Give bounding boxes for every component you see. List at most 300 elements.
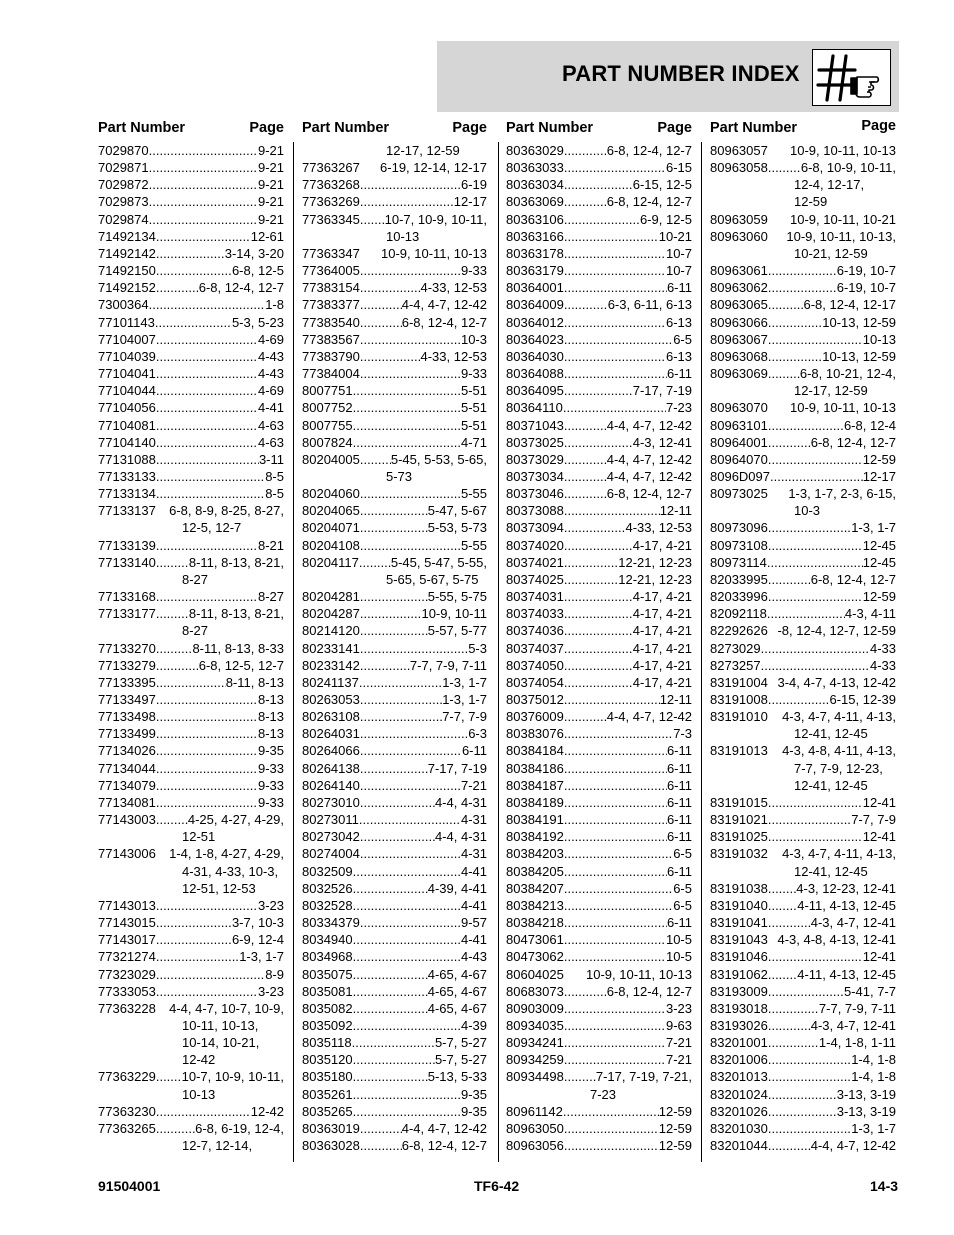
index-entry <box>710 657 896 674</box>
part-number: 8007755 <box>302 417 353 433</box>
index-entry <box>506 245 692 262</box>
page-reference: 9-21 <box>257 211 284 227</box>
index-entry <box>302 777 487 794</box>
index-entry-page-continuation: 12-17, 12-59 <box>386 143 460 158</box>
page-reference-continuation: 10-13 <box>182 1086 216 1102</box>
page-reference: 4-65, 4-67 <box>427 1000 487 1016</box>
page-reference: 12-59 <box>862 589 896 605</box>
part-number: 80364030 <box>506 348 564 364</box>
dot-leader <box>156 640 193 657</box>
index-entry <box>98 262 284 279</box>
index-entry <box>506 1120 692 1137</box>
dot-leader <box>564 605 633 622</box>
part-number: 80363029 <box>506 143 564 158</box>
part-number: 80363166 <box>506 228 564 244</box>
page-reference: 10-7 <box>665 245 692 261</box>
index-entry <box>98 228 284 245</box>
index-entry <box>98 794 284 811</box>
page-reference: 3-4, 4-7, 4-13, 12-42 <box>777 674 896 690</box>
page-reference: 5-47, 5-67 <box>427 503 487 519</box>
part-number: 77133498 <box>98 709 156 725</box>
index-entry <box>506 451 692 468</box>
dot-leader <box>353 931 461 948</box>
index-entry <box>302 931 487 948</box>
dot-leader <box>564 622 633 639</box>
page-reference: 5-3, 5-23 <box>231 314 284 330</box>
dot-leader <box>768 966 797 983</box>
part-number: 80363178 <box>506 245 564 261</box>
column-header-page: Page <box>861 118 896 134</box>
page-reference: 4-4, 4-7, 12-42 <box>401 297 487 313</box>
page-reference: 4-17, 4-21 <box>632 674 692 690</box>
page-reference: 8-27 <box>257 589 284 605</box>
page-reference: 10-9, 10-11, 10-13 <box>790 400 896 416</box>
page-reference: 12-17 <box>862 468 896 484</box>
page-reference: 4-69 <box>257 383 284 399</box>
page-reference: 3-7, 10-3 <box>231 915 284 931</box>
dot-leader <box>156 554 189 571</box>
part-number: 83201044 <box>710 1138 768 1154</box>
part-number: 77363230 <box>98 1103 156 1119</box>
index-entry <box>98 725 284 742</box>
dot-leader <box>564 760 667 777</box>
page-reference: 4-31 <box>460 812 487 828</box>
page-reference: 10-13, 12-59 <box>822 348 896 364</box>
page-reference-continuation: 12-51 <box>182 829 216 845</box>
part-number: 80364110 <box>506 400 563 416</box>
part-number: 77134044 <box>98 760 156 776</box>
dot-leader <box>564 794 667 811</box>
index-entry <box>302 537 487 554</box>
page-reference: 8-9 <box>265 966 284 982</box>
page-reference: 6-13 <box>665 348 692 364</box>
part-number: 8034968 <box>302 949 353 965</box>
index-entry <box>302 211 487 245</box>
page-reference: 6-8, 10-21, 12-4, <box>799 366 896 382</box>
dot-leader <box>768 794 863 811</box>
index-entry <box>506 777 692 794</box>
dot-leader <box>768 159 801 176</box>
page-reference: 6-19, 10-7 <box>836 263 896 279</box>
page-reference: 7-21 <box>665 1035 692 1051</box>
index-entry <box>710 571 896 588</box>
page-reference: 10-13 <box>862 331 896 347</box>
page-reference: 3-11 <box>258 451 284 467</box>
page-reference: 6-8, 12-4, 12-7 <box>810 571 896 587</box>
part-number: 80934035 <box>506 1017 564 1033</box>
index-entry <box>302 983 487 1000</box>
part-number: 77104140 <box>98 434 156 450</box>
index-entry <box>98 176 284 193</box>
dot-leader <box>564 588 633 605</box>
page-reference: 4-69 <box>257 331 284 347</box>
dot-leader <box>564 948 666 965</box>
dot-leader <box>360 742 462 759</box>
part-number: 80963101 <box>710 417 768 433</box>
dot-leader <box>359 674 442 691</box>
part-number: 80204071 <box>302 520 360 536</box>
index-entry <box>710 674 896 691</box>
dot-leader <box>360 777 461 794</box>
dot-leader <box>156 657 199 674</box>
part-number: 80683073 <box>506 983 564 999</box>
footer-model: TF6-42 <box>474 1178 520 1194</box>
part-number: 80364001 <box>506 280 564 296</box>
page-reference: 5-7, 5-27 <box>434 1035 487 1051</box>
part-number: 80973114 <box>710 554 767 570</box>
index-entry <box>506 314 692 331</box>
part-number: 7029870 <box>98 143 149 158</box>
part-number: 83191043 <box>710 932 768 948</box>
page-reference: 12-11 <box>659 692 692 707</box>
page-reference: 9-21 <box>257 177 284 193</box>
page-reference: 5-57, 5-77 <box>427 623 487 639</box>
part-number: 80363033 <box>506 160 564 176</box>
page-reference: 9-63 <box>665 1017 692 1033</box>
index-entry <box>302 640 487 657</box>
part-number: 80384207 <box>506 880 564 896</box>
dot-leader <box>156 1120 195 1137</box>
index-entry <box>710 331 896 348</box>
dot-leader <box>352 1034 435 1051</box>
part-number: 7029874 <box>98 211 149 227</box>
part-number: 77104039 <box>98 348 156 364</box>
page-reference: 4-4, 4-7, 12-42 <box>606 451 692 467</box>
part-number: 83193009 <box>710 983 768 999</box>
part-number: 77133140 <box>98 554 156 570</box>
part-number: 80204060 <box>302 486 360 502</box>
page-reference: 7-7, 7-9 <box>442 709 487 725</box>
part-number: 8035180 <box>302 1069 353 1085</box>
index-entry <box>710 485 896 519</box>
dot-leader <box>360 314 402 331</box>
dot-leader <box>359 554 391 571</box>
dot-leader <box>768 1051 851 1068</box>
dot-leader <box>768 1086 837 1103</box>
page-reference-continuation: 12-5, 12-7 <box>182 520 242 536</box>
dot-leader <box>156 708 258 725</box>
part-number: 80263108 <box>302 709 360 725</box>
dot-leader <box>768 262 837 279</box>
page-reference: 12-59 <box>658 1103 692 1119</box>
page-reference: 9-33 <box>460 263 487 279</box>
page-reference: 10-5 <box>665 932 692 948</box>
index-entry <box>98 760 284 777</box>
column-header-part-number: Part Number <box>506 120 594 136</box>
index-entry <box>98 777 284 794</box>
index-entry <box>506 571 692 588</box>
index-entry <box>302 296 487 313</box>
page-reference: 4-3, 4-8, 4-13, 12-41 <box>777 932 896 948</box>
page-reference: 1-3, 1-7 <box>851 520 896 536</box>
part-number: 80934259 <box>506 1052 564 1068</box>
part-number: 80384184 <box>506 743 564 759</box>
dot-leader <box>360 828 435 845</box>
part-number: 83191041 <box>710 915 768 931</box>
column-header-part-number: Part Number <box>98 120 186 136</box>
dot-leader <box>564 211 640 228</box>
dot-leader <box>564 159 666 176</box>
page-reference: 5-3 <box>468 640 487 656</box>
page-reference: 5-41, 7-7 <box>843 983 896 999</box>
page-reference: 6-5 <box>673 880 692 896</box>
page-reference: 6-19 <box>460 177 487 193</box>
index-entry <box>710 1086 896 1103</box>
dot-leader <box>156 966 265 983</box>
dot-leader <box>564 1051 666 1068</box>
index-entry <box>98 914 284 931</box>
dot-leader <box>564 468 607 485</box>
index-entry <box>506 948 692 965</box>
part-number: 83201030 <box>710 1120 768 1136</box>
page-reference: 6-11 <box>666 280 692 296</box>
page-reference: 5-55 <box>460 486 487 502</box>
page-reference: 6-5 <box>673 897 692 913</box>
index-entry <box>98 605 284 639</box>
part-number: 83191032 <box>710 846 768 862</box>
index-entry <box>302 845 487 862</box>
page-reference: 6-11 <box>666 366 692 382</box>
page-reference: 4-39 <box>460 1017 487 1033</box>
page-reference: 5-45, 5-53, 5-65, <box>390 451 487 467</box>
dot-leader <box>564 417 607 434</box>
part-number: 8035082 <box>302 1000 353 1016</box>
page-reference: 9-35 <box>257 743 284 759</box>
page-reference: 1-8 <box>265 297 284 313</box>
index-entry <box>710 640 896 657</box>
part-number: 80963057 <box>710 143 768 158</box>
index-entry <box>506 365 692 382</box>
page-reference: 4-41 <box>257 400 284 416</box>
page-reference: 6-8, 12-4, 12-7 <box>606 143 692 158</box>
part-number: 80963070 <box>710 400 768 416</box>
dot-leader <box>564 640 633 657</box>
part-number: 80363069 <box>506 194 564 210</box>
index-entry <box>302 1051 487 1068</box>
index-entry <box>302 554 487 588</box>
part-number: 80963068 <box>710 348 768 364</box>
page-reference: 4-17, 4-21 <box>632 623 692 639</box>
part-number: 80963062 <box>710 280 768 296</box>
part-number: 80963067 <box>710 331 768 347</box>
page-reference: 12-59 <box>658 1120 692 1136</box>
dot-leader <box>353 948 461 965</box>
page-reference: 6-8, 12-4, 12-7 <box>810 434 896 450</box>
part-number: 80263053 <box>302 692 360 707</box>
page-reference: 9-33 <box>257 777 284 793</box>
index-entry <box>506 296 692 313</box>
index-column-2 <box>302 118 487 1154</box>
part-number: 80384187 <box>506 777 564 793</box>
dot-leader <box>564 1120 659 1137</box>
page-reference: 4-4, 4-31 <box>434 829 487 845</box>
page-reference: 7-17, 7-19 <box>632 383 692 399</box>
part-number: 83191025 <box>710 829 768 845</box>
column-header <box>710 118 896 142</box>
index-entry <box>98 314 284 331</box>
index-entry <box>302 193 487 210</box>
part-number: 83191013 <box>710 743 768 759</box>
column-header <box>302 118 487 142</box>
part-number: 77104056 <box>98 400 156 416</box>
index-entry <box>506 880 692 897</box>
index-entry <box>710 1051 896 1068</box>
part-number: 80961142 <box>506 1103 563 1119</box>
part-number: 8273029 <box>710 640 761 656</box>
column-header-page: Page <box>249 120 284 136</box>
page-reference: 12-41 <box>862 794 896 810</box>
page-reference: 4-17, 4-21 <box>632 640 692 656</box>
page-reference: 6-11 <box>461 743 487 759</box>
page-reference: 4-17, 4-21 <box>632 537 692 553</box>
page-reference: 12-59 <box>862 451 896 467</box>
index-entry <box>302 1068 487 1085</box>
index-entry <box>302 348 487 365</box>
page-reference: 9-33 <box>257 794 284 810</box>
part-number: 77363269 <box>302 194 360 210</box>
dot-leader <box>564 142 607 159</box>
dot-leader <box>564 228 659 245</box>
index-entry <box>506 159 692 176</box>
index-entry <box>302 880 487 897</box>
dot-leader <box>353 417 461 434</box>
part-number: 83191040 <box>710 897 768 913</box>
dot-leader <box>768 914 811 931</box>
part-number: 80334379 <box>302 915 360 931</box>
part-number: 8273257 <box>710 657 761 673</box>
dot-leader <box>360 657 410 674</box>
index-entry <box>98 1000 284 1069</box>
page-reference: 6-15, 12-5 <box>632 177 692 193</box>
page-reference: 4-43 <box>257 366 284 382</box>
part-number: 80973025 <box>710 486 768 502</box>
index-entry <box>710 588 896 605</box>
part-number: 80384191 <box>506 812 564 828</box>
part-number: 77143017 <box>98 932 156 948</box>
page-reference: 6-8, 12-4, 12-7 <box>606 486 692 502</box>
page-reference: 6-11 <box>666 812 692 828</box>
page-reference: 6-8, 8-9, 8-25, 8-27, <box>169 503 284 519</box>
index-entry <box>710 811 896 828</box>
dot-leader <box>564 314 666 331</box>
part-number: 80273010 <box>302 794 360 810</box>
dot-leader <box>156 245 225 262</box>
page-reference: 10-7, 10-9, 10-11, <box>384 211 487 227</box>
index-entry <box>302 760 487 777</box>
page-reference: 5-51 <box>460 417 487 433</box>
index-entry <box>98 588 284 605</box>
page-reference-continuation: 10-21, 12-59 <box>794 245 868 261</box>
part-number: 82092118 <box>710 606 767 622</box>
page-reference-continuation: 8-27 <box>182 571 209 587</box>
part-number: 71492152 <box>98 280 156 296</box>
page-reference: 6-8, 12-5 <box>231 263 284 279</box>
index-entry <box>98 537 284 554</box>
page-reference: 8-13 <box>257 709 284 725</box>
dot-leader <box>768 1103 837 1120</box>
page-reference: 4-17, 4-21 <box>632 606 692 622</box>
index-entry <box>98 348 284 365</box>
index-entry <box>710 262 896 279</box>
page-reference: 1-4, 1-8 <box>851 1069 896 1085</box>
dot-leader <box>564 451 607 468</box>
part-number: 80963058 <box>710 160 768 176</box>
page-reference: 12-59 <box>658 1138 692 1154</box>
dot-leader <box>353 880 428 897</box>
page-reference: 6-8, 12-4, 12-7 <box>606 983 692 999</box>
index-entry <box>506 348 692 365</box>
part-number: 80373094 <box>506 520 564 536</box>
dot-leader <box>564 1137 659 1154</box>
page-reference: 6-15, 12-39 <box>829 692 896 707</box>
page-reference: 10-9, 10-11, 10-21 <box>790 211 896 227</box>
page-reference: 12-42 <box>250 1103 284 1119</box>
page-reference: 1-3, 1-7 <box>442 692 487 707</box>
index-column-3 <box>506 118 692 1154</box>
index-entry <box>506 468 692 485</box>
dot-leader <box>768 537 863 554</box>
index-entry <box>506 657 692 674</box>
dot-leader <box>360 760 428 777</box>
dot-leader <box>768 571 811 588</box>
part-number: 80374033 <box>506 606 564 622</box>
index-entry <box>98 451 284 468</box>
index-entry <box>710 1103 896 1120</box>
dot-leader <box>768 296 804 313</box>
part-number: 80364009 <box>506 297 564 313</box>
dot-leader <box>761 640 870 657</box>
part-number: 80934498 <box>506 1069 564 1085</box>
dot-leader <box>564 983 607 1000</box>
dot-leader <box>156 725 258 742</box>
index-column-4 <box>710 118 896 1154</box>
part-number: 80964070 <box>710 451 768 467</box>
page-reference-continuation: 12-7, 12-14, <box>182 1138 253 1154</box>
page-reference: 10-9, 10-11, 10-13 <box>586 966 692 982</box>
part-number: 80373029 <box>506 451 564 467</box>
index-entry <box>98 1120 284 1154</box>
page-reference: 4-3, 4-7, 4-11, 4-13, <box>782 709 896 725</box>
dot-leader <box>564 176 633 193</box>
part-number: 77133137 <box>98 503 156 519</box>
part-number: 77133270 <box>98 640 156 656</box>
part-number: 83191010 <box>710 709 768 725</box>
index-entry <box>710 1017 896 1034</box>
page-reference: 6-13 <box>665 314 692 330</box>
index-entry <box>710 1068 896 1085</box>
dot-leader <box>564 708 607 725</box>
dot-leader <box>360 279 421 296</box>
part-number: 77133134 <box>98 486 156 502</box>
index-entry <box>98 674 284 691</box>
page-reference: 4-39, 4-41 <box>427 880 487 896</box>
page-reference: 4-3, 12-23, 12-41 <box>796 880 896 896</box>
page-reference: 4-25, 4-27, 4-29, <box>187 812 284 828</box>
part-number: 80204287 <box>302 606 360 622</box>
part-number: 77104007 <box>98 331 156 347</box>
page-reference: 5-51 <box>460 383 487 399</box>
part-number: 80604025 <box>506 966 564 982</box>
index-entry <box>506 142 692 159</box>
page-reference: 6-8, 12-4, 12-7 <box>606 194 692 210</box>
index-entry-list <box>98 142 284 1154</box>
part-number: 80963050 <box>506 1120 564 1136</box>
dot-leader <box>564 880 673 897</box>
index-entry <box>506 1068 692 1102</box>
index-entry <box>506 863 692 880</box>
dot-leader <box>149 159 258 176</box>
dot-leader <box>360 588 428 605</box>
